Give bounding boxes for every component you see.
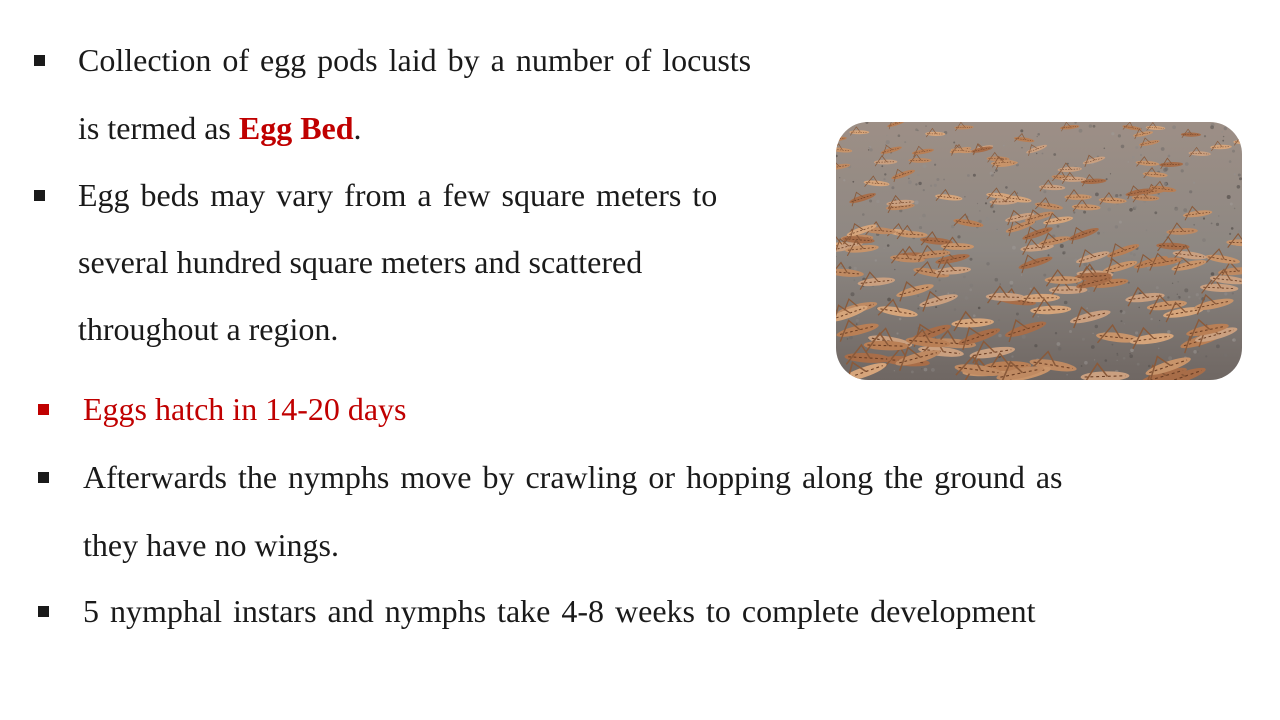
bullet-2-line-2: several hundred square meters and scattered xyxy=(78,244,643,280)
egg-bed-term: Egg Bed xyxy=(238,110,354,146)
bullet-1-line-2 xyxy=(78,108,362,148)
locust-swarm-photo-graphic xyxy=(836,122,1242,380)
bullet-1-line-1: Collection of egg pods laid by a number of locusts xyxy=(78,42,752,78)
bullet-marker xyxy=(38,404,49,415)
bullet-2-line-1: Egg beds may vary from a few square meters to xyxy=(78,177,718,213)
bullet-marker xyxy=(38,472,49,483)
bullet-5-line-1: 5 nymphal instars and nymphs take 4-8 weeks to complete development xyxy=(83,593,1036,629)
bullet-marker xyxy=(38,606,49,617)
bullet-4-line-2: they have no wings. xyxy=(83,527,339,563)
bullet-marker xyxy=(34,55,45,66)
locust-swarm-photo xyxy=(836,122,1242,380)
bullet-4-line-1: Afterwards the nymphs move by crawling or hopping along the ground as xyxy=(83,459,1063,495)
bullet-1-prefix: is termed as xyxy=(78,110,239,146)
bullet-1-suffix: . xyxy=(353,110,362,146)
bullet-marker xyxy=(34,190,45,201)
bullet-3-line-1: Eggs hatch in 14-20 days xyxy=(83,391,407,427)
bullet-2-line-3: throughout a region. xyxy=(78,311,339,347)
